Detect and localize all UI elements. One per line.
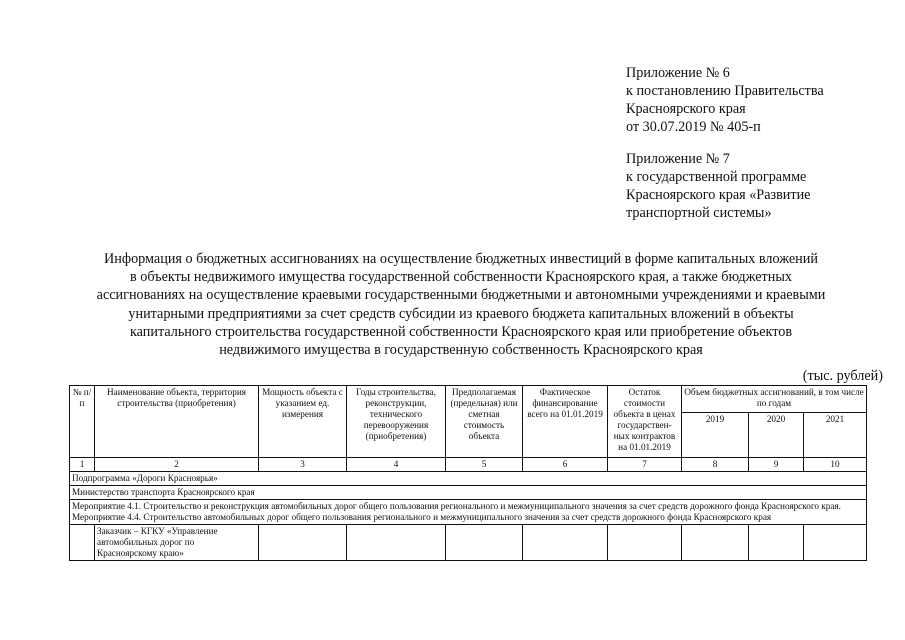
header-estimated-cost: Предполагаемая (предельная) или сметная стоимость объекта bbox=[446, 386, 523, 458]
document-title bbox=[40, 250, 882, 359]
appendix-6-line3: Красноярского края bbox=[626, 101, 746, 117]
appendix-6-line4: от 30.07.2019 № 405-п bbox=[626, 119, 761, 135]
empty-cell bbox=[608, 525, 682, 561]
empty-cell bbox=[749, 525, 804, 561]
customer-cell: Заказчик – КГКУ «Управление автомобильных дорог по Красноярскому краю» bbox=[95, 525, 259, 561]
appendix-7-line2: к государственной программе bbox=[626, 169, 807, 185]
appendix-7-line3: Красноярского края «Развитие bbox=[626, 187, 811, 203]
header-capacity: Мощность объекта с указанием ед. измерения bbox=[259, 386, 347, 458]
header-year-2020: 2020 bbox=[749, 413, 804, 458]
column-number: 6 bbox=[523, 458, 608, 472]
appendix-6-block bbox=[626, 64, 824, 136]
ministry-row bbox=[70, 486, 867, 500]
empty-cell bbox=[523, 525, 608, 561]
header-actual-financing: Фактическое финансирование всего на 01.01.2019 bbox=[523, 386, 608, 458]
column-number: 4 bbox=[347, 458, 446, 472]
column-number: 5 bbox=[446, 458, 523, 472]
column-numbers-row bbox=[70, 458, 867, 472]
appendix-6-line1: Приложение № 6 bbox=[626, 65, 730, 81]
measure-row bbox=[70, 500, 867, 525]
appendix-7-line1: Приложение № 7 bbox=[626, 151, 730, 167]
measure-cell: Мероприятие 4.1. Строительство и реконструкция автомобильных дорог общего пользования регионального и межмуниципального значения за счет средств дорожного фонда Красноярского края. Мероприятие 4.4. Строительство автомобильных дорог общего пользования регионального и межмуниципального значения за счет средств дорожного фонда Красноярского края bbox=[70, 500, 867, 525]
appendix-7-line4: транспортной системы» bbox=[626, 205, 772, 221]
title-line: Информация о бюджетных ассигнованиях на осуществление бюджетных инвестиций в форме капитальных вложений bbox=[104, 251, 818, 267]
appendix-7-block bbox=[626, 150, 810, 222]
title-line: унитарными предприятиями за счет средств субсидии из краевого бюджета капитальных вложений в объекты bbox=[128, 305, 794, 322]
ministry-cell: Министерство транспорта Красноярского края bbox=[70, 486, 867, 500]
column-number: 10 bbox=[804, 458, 867, 472]
column-number: 7 bbox=[608, 458, 682, 472]
header-year-2019: 2019 bbox=[682, 413, 749, 458]
column-number: 3 bbox=[259, 458, 347, 472]
header-number: № п/п bbox=[70, 386, 95, 458]
empty-cell bbox=[259, 525, 347, 561]
empty-cell bbox=[347, 525, 446, 561]
column-number: 9 bbox=[749, 458, 804, 472]
budget-table bbox=[69, 385, 867, 561]
units-label: (тыс. рублей) bbox=[802, 368, 883, 384]
header-remaining-cost: Остаток стоимости объекта в ценах государствен-ных контрактов на 01.01.2019 bbox=[608, 386, 682, 458]
title-line: недвижимого имущества в государственную собственность Красноярского края bbox=[219, 342, 703, 359]
subprogram-row bbox=[70, 472, 867, 486]
header-year-2021: 2021 bbox=[804, 413, 867, 458]
empty-cell bbox=[446, 525, 523, 561]
column-number: 2 bbox=[95, 458, 259, 472]
empty-cell bbox=[804, 525, 867, 561]
empty-cell bbox=[70, 525, 95, 561]
empty-cell bbox=[682, 525, 749, 561]
header-object-name: Наименование объекта, территория строительства (приобретения) bbox=[95, 386, 259, 458]
subprogram-cell: Подпрограмма «Дороги Красноярья» bbox=[70, 472, 867, 486]
column-number: 1 bbox=[70, 458, 95, 472]
title-line: капитального строительства государственной собственности Красноярского края или приобретение объектов bbox=[129, 323, 793, 340]
column-number: 8 bbox=[682, 458, 749, 472]
title-line: ассигнованиях на осуществление краевыми государственными бюджетными и автономными учреждениями и краевыми bbox=[96, 287, 826, 304]
appendix-6-line2: к постановлению Правительства bbox=[626, 83, 824, 99]
header-years: Годы строительства, реконструкции, технического перевооружения (приобретения) bbox=[347, 386, 446, 458]
title-line: в объекты недвижимого имущества государственной собственности Красноярского края, а также бюджетных bbox=[130, 269, 792, 286]
header-budget-group: Объем бюджетных ассигнований, в том числе по годам bbox=[682, 386, 867, 413]
header-row bbox=[70, 386, 867, 413]
customer-row bbox=[70, 525, 867, 561]
